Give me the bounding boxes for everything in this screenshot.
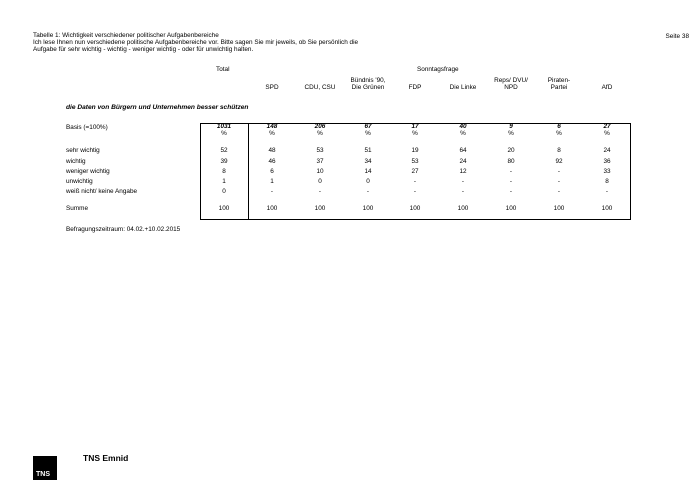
row-label: unwichtig — [66, 178, 93, 185]
basis-cell: 206 — [314, 123, 326, 130]
basis-cell: 67 — [364, 123, 372, 130]
row-label: weiß nicht/ keine Angabe — [66, 188, 138, 195]
group-header-total: Total — [216, 66, 230, 73]
table-cell: 34 — [364, 158, 372, 165]
table-cell: 53 — [411, 158, 419, 165]
column-header — [343, 78, 393, 92]
basis-cell: 6 — [557, 123, 561, 130]
column-header-line1: Piraten- — [547, 77, 571, 84]
table-cell: 100 — [266, 205, 278, 212]
table-cell: - — [509, 188, 513, 195]
table-title: Tabelle 1: Wichtigkeit verschiedener politischer Aufgabenbereiche — [33, 32, 219, 39]
basis-label: Basis (=100%) — [66, 124, 108, 131]
table-cell: 8 — [222, 168, 226, 175]
percent-symbol: % — [460, 130, 466, 137]
table-cell: 100 — [505, 205, 517, 212]
brand-name: TNS Emnid — [83, 453, 129, 463]
table-cell: - — [509, 168, 513, 175]
column-header-line2: AfD — [601, 84, 613, 91]
percent-symbol: % — [269, 130, 275, 137]
column-header-line2: SPD — [265, 84, 279, 91]
table-cell: 100 — [218, 205, 230, 212]
table-cell: 0 — [318, 178, 322, 185]
logo-text: TNS — [36, 471, 50, 478]
column-header — [295, 85, 345, 92]
table-cell: - — [366, 188, 370, 195]
table-cell: - — [270, 188, 274, 195]
table-cell: 100 — [457, 205, 469, 212]
row-label: wichtig — [66, 158, 86, 165]
table-cell: 100 — [314, 205, 326, 212]
percent-symbol: % — [508, 130, 514, 137]
table-cell: - — [557, 168, 561, 175]
table-cell: 100 — [553, 205, 565, 212]
table-cell: 1 — [222, 178, 226, 185]
table-cell: - — [413, 188, 417, 195]
table-cell: 14 — [364, 168, 372, 175]
table-cell: 0 — [222, 188, 226, 195]
basis-cell: 27 — [603, 123, 611, 130]
table-cell: 20 — [507, 147, 515, 154]
table-cell: 27 — [411, 168, 419, 175]
table-cell: 8 — [557, 147, 561, 154]
column-header-line1: Reps/ DVU/ — [494, 77, 528, 84]
table-cell: 39 — [220, 158, 228, 165]
table-cell: 36 — [603, 158, 611, 165]
table-cell: 12 — [459, 168, 467, 175]
row-label: Summe — [66, 205, 89, 212]
table-cell: 37 — [316, 158, 324, 165]
table-cell: 24 — [459, 158, 467, 165]
table-cell: - — [557, 188, 561, 195]
table-cell: 52 — [220, 147, 228, 154]
column-header — [582, 85, 632, 92]
table-cell: 1 — [270, 178, 274, 185]
percent-symbol: % — [556, 130, 562, 137]
column-header — [247, 85, 297, 92]
percent-symbol: % — [317, 130, 323, 137]
row-label: sehr wichtig — [66, 147, 100, 154]
table-cell: 33 — [603, 168, 611, 175]
basis-cell: 1031 — [216, 123, 232, 130]
table-cell: - — [461, 178, 465, 185]
table-cell: - — [557, 178, 561, 185]
table-cell: 51 — [364, 147, 372, 154]
table-cell: 0 — [366, 178, 370, 185]
total-column-divider — [248, 123, 249, 219]
column-header — [534, 78, 584, 92]
table-cell: 48 — [268, 147, 276, 154]
column-header — [438, 85, 488, 92]
column-header-line2: CDU, CSU — [304, 84, 336, 91]
survey-period-note: Befragungszeitraum: 04.02.+10.02.2015 — [66, 226, 181, 233]
question-text-line1: Ich lese Ihnen nun verschiedene politische Aufgabenbereiche vor. Bitte sagen Sie mir jeweils, ob Sie persönlich die — [33, 38, 359, 46]
column-header-line2: FDP — [408, 84, 422, 91]
table-cell: 100 — [409, 205, 421, 212]
table-cell: 24 — [603, 147, 611, 154]
table-cell: 19 — [411, 147, 419, 154]
table-cell: 92 — [555, 158, 563, 165]
percent-symbol: % — [412, 130, 418, 137]
group-header-sonntagsfrage: Sonntagsfrage — [417, 66, 459, 73]
column-header — [486, 78, 536, 92]
column-header-line1: Bündnis '90, — [350, 77, 386, 84]
row-label: weniger wichtig — [66, 168, 110, 175]
question-text-line2: Aufgabe für sehr wichtig - wichtig - weniger wichtig - oder für unwichtig halten. — [33, 45, 254, 53]
table-cell: 46 — [268, 158, 276, 165]
table-cell: 64 — [459, 147, 467, 154]
table-cell: - — [413, 178, 417, 185]
basis-cell: 17 — [411, 123, 419, 130]
table-cell: - — [605, 188, 609, 195]
table-cell: - — [318, 188, 322, 195]
table-cell: 8 — [605, 178, 609, 185]
table-cell: 100 — [601, 205, 613, 212]
table-title-block — [33, 33, 358, 53]
column-header-line2: Partei — [550, 83, 568, 91]
column-header — [390, 85, 440, 92]
column-header-line2: Die Grünen — [351, 83, 385, 91]
percent-symbol: % — [365, 130, 371, 137]
basis-cell: 148 — [266, 123, 278, 130]
table-cell: 53 — [316, 147, 324, 154]
basis-cell: 9 — [509, 123, 513, 130]
table-cell: 6 — [270, 168, 274, 175]
table-cell: 10 — [316, 168, 324, 175]
table-cell: - — [509, 178, 513, 185]
column-header-line2: Die Linke — [449, 84, 477, 91]
percent-symbol: % — [604, 130, 610, 137]
tns-logo — [33, 456, 57, 480]
column-header-line2: NPD — [504, 83, 518, 91]
page-number: Seite 38 — [665, 33, 689, 40]
table-cell: 80 — [507, 158, 515, 165]
table-cell: 100 — [362, 205, 374, 212]
section-title: die Daten von Bürgern und Unternehmen besser schützen — [66, 104, 249, 111]
percent-symbol: % — [221, 130, 227, 137]
basis-cell: 40 — [459, 123, 467, 130]
table-cell: - — [461, 188, 465, 195]
